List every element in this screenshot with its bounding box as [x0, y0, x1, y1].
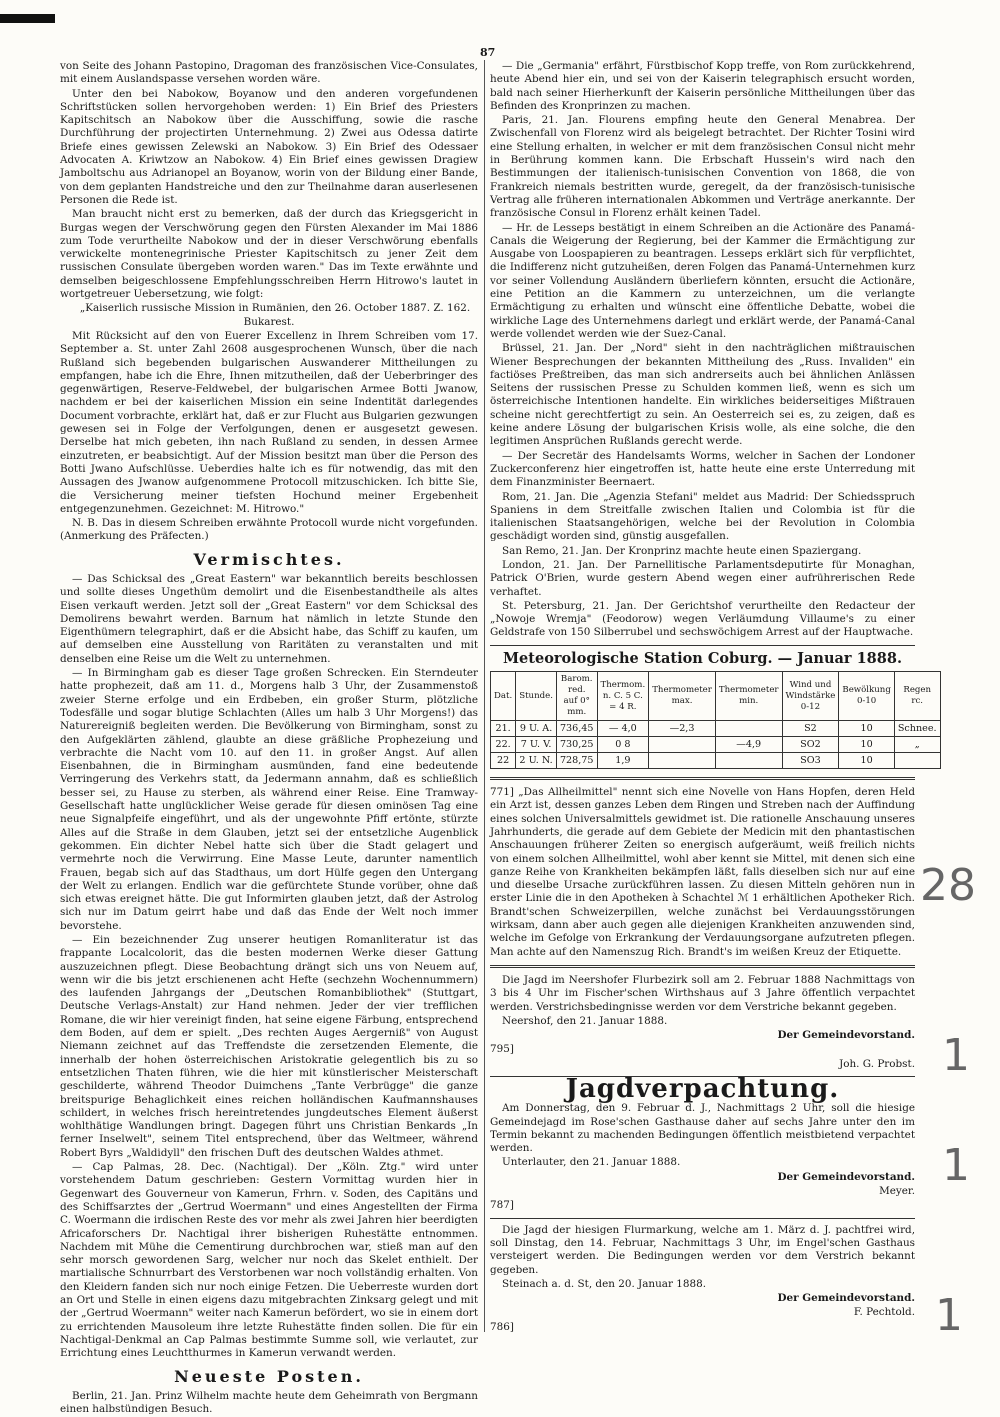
table-row [491, 753, 941, 769]
table-cell: 728,75 [556, 753, 597, 769]
table-cell [715, 753, 782, 769]
column-divider [484, 60, 485, 1332]
table-cell: SO2 [782, 737, 839, 753]
ad-signatory: Meyer. [879, 1185, 915, 1198]
table-cell: S2 [782, 721, 839, 737]
article-paragraph: Rom, 21. Jan. Die „Agenzia Stefani" meldet aus Madrid: Der Schiedsspruch Spaniens in dem Streitfalle zwischen Italien und Colombia ist für die italienischen Staatsangehörigen, welche bei der Revolution in Colombia geschädigt worden sind, günstig ausgefallen. [490, 490, 915, 543]
article-paragraph: Unter den bei Nabokow, Boyanow und den anderen vorgefundenen Schriftstücken sollen hervorgehoben werden: 1) Ein Brief des Priesters Kapitschitsch an Nabokow über die Ausschiffung, sowie die rasche Durchführung der projectirten Unternehmung. 2) Zwei aus Odessa datirte Briefe eines gewissen Zelewski an Nabokow. 3) Ein Brief des Odessaer Advocaten A. Kriwtzow an Nabokow. 4) Ein Brief eines gewissen Dragiew Jamboltschu aus Adrianopel an Boyanow, worin von der Bildung einer Bande, von dem geplanten Handstreiche und den zur Theilnahme daran auserlesenen Personen die Rede ist. [60, 87, 478, 206]
table-cell [894, 753, 940, 769]
table-cell: 1,9 [597, 753, 649, 769]
article-paragraph: — In Birmingham gab es dieser Tage großen Schrecken. Ein Sterndeuter hatte prophezeit, daß am 11. d., Morgens halb 3 Uhr, der Zusammenstoß zweier Sterne erfolge und ein Erdbeben, ein großer Sturm, plötzliche Todesfälle und sogar blutige Schlachten (Alles um halb 3 Uhr Morgens!) das Naturereigniß begleiten werden. Die Bevölkerung von Birmingham, sonst zu den Aufgeklärten zählend, glaubte an diese gräßliche Prophezeiung und verbrachte die Nacht vom 10. auf den 11. in großer Angst. Auf allen Eisenbahnen, die in Birmingham ausmünden, fand eine bedeutende Verringerung des Verkehrs statt, da Jedermann annahm, daß es schließlich besser sei, zu Hause zu sterben, als während einer Reise. Eine Tramway-Gesellschaft hatte unglücklicher Weise gerade für diesen ominösen Tag eine neue Signalpfeife eingeführt, und als der ungewohnte Pfiff ertönte, stürzte Alles auf die Straße in dem Glauben, jetzt sei der entsetzliche Augenblick gekommen. Ein dichter Nebel hatte sich über die Stadt gelagert und vermehrte noch die Verwirrung. Eine Masse Leute, darunter namentlich Frauen, begab sich auf das Stadthaus, um dort Hülfe gegen den Untergang der Welt zu erlangen. Endlich war die gefürchtete Stunde vorüber, ohne daß sich etwas ereignet hätte. Die gut Informirten glauben jetzt, daß der Astrolog sich nur im Datum geirrt habe und daß das Ende der Welt noch immer bevorstehe. [60, 667, 478, 932]
table-cell: 730,25 [556, 737, 597, 753]
advertisement-text: Am Donnerstag, den 9. Februar d. J., Nachmittags 2 Uhr, soll die hiesige Gemeindejagd im Rose'schen Gasthause daher auf sechs Jahre unter den im Termin bekannt zu machenden Bedingungen öffentlich meistbietend verpachtet werden. [490, 1102, 915, 1155]
col-header: Regen rc. [894, 672, 940, 721]
section-heading-vermischtes: Vermischtes. [193, 549, 345, 569]
ad-number: 786] [490, 1320, 514, 1333]
advertisement-text: Die Jagd im Neershofer Flurbezirk soll am 2. Februar 1888 Nachmittags von 3 bis 4 Uhr im Fischer'schen Wirthshaus auf 3 Jahre öffentlich verpachtet werden. Verstrichsbedingnisse werden vor dem Verstriche bekannt gegeben. [490, 973, 915, 1013]
table-row [491, 737, 941, 753]
article-paragraph: Paris, 21. Jan. Flourens empfing heute den General Menabrea. Der Zwischenfall von Florenz wird als beigelegt betrachtet. Der Richter Tosini wird eine Stellung erhalten, in welcher er mit dem französischen Consul nicht mehr in Berührung kommen kann. Die Erbschaft Hussein's wird nach den Bestimmungen der italienisch-tunisischen Convention von 1868, die von Frankreich niemals bestritten wurde, geregelt, da der französisch-tunisische Vertrag alle früheren internationalen Abkommen und Verträge anerkannte. Der französische Consul in Florenz erhält keinen Tadel. [490, 114, 915, 220]
article-paragraph: — Der Secretär des Handelsamts Worms, welcher in Sachen der Londoner Zuckerconferenz hier eingetroffen ist, hatte heute eine erste Unterredung mit dem Finanzminister Beernaert. [490, 449, 915, 489]
ad-signatory: F. Pechtold. [853, 1306, 915, 1319]
table-cell: 0 8 [597, 737, 649, 753]
weather-table [490, 671, 941, 769]
table-cell: — 4,0 [597, 721, 649, 737]
col-header: Thermometer min. [715, 672, 782, 721]
table-cell: 22. [491, 737, 516, 753]
divider [490, 777, 915, 780]
article-paragraph: N. B. Das in diesem Schreiben erwähnte Protocoll wurde nicht vorgefunden. (Anmerkung des Präfecten.) [60, 517, 478, 543]
weather-table-title: Meteorologische Station Coburg. — Januar 1888. [503, 649, 902, 667]
article-paragraph: von Seite des Johann Pastopino, Dragoman des französischen Vice-Consulates, mit einem Auslandspasse versehen worden wäre. [60, 60, 478, 86]
article-paragraph: San Remo, 21. Jan. Der Kronprinz machte heute einen Spaziergang. [502, 544, 862, 557]
article-paragraph: Man braucht nicht erst zu bemerken, daß der durch das Kriegsgericht in Burgas wegen der Verschwörung gegen den Fürsten Alexander im Mai 1886 zum Tode verurtheilte Nabokow und der in dieser Verschwörung ebenfalls verwickelte montenegrinische Priester Kapitschitsch zu jener Zeit dem russischen Consulate übergeben worden waren." Das im Texte erwähnte und demselben beigeschlossene Empfehlungsschreiben Herrn Hitrowo's lautet in wortgetreuer Uebersetzung, wie folgt: [60, 208, 478, 301]
col-header: Wind und Windstärke 0-12 [782, 672, 839, 721]
table-cell: 10 [839, 721, 894, 737]
weather-table-header-row [491, 672, 941, 721]
page-number: 87 [480, 46, 496, 59]
table-cell [649, 737, 716, 753]
article-paragraph: St. Petersburg, 21. Jan. Der Gerichtshof verurtheilte den Redacteur der „Nowoje Wremja" (Feodorow) wegen Verläumdung Villaume's zu einer Geldstrafe von 150 Silberrubel und sechswöchigem Arrest auf der Hauptwache. [490, 599, 915, 639]
table-cell: —4,9 [715, 737, 782, 753]
table-cell: 21. [491, 721, 516, 737]
right-column [490, 60, 937, 1335]
divider [490, 965, 915, 968]
table-cell: 736,45 [556, 721, 597, 737]
col-header: Barom. red. auf 0° mm. [556, 672, 597, 721]
ad-place-date: Steinach a. d. St, den 20. Januar 1888. [502, 1277, 707, 1290]
article-paragraph: — Hr. de Lesseps bestätigt in einem Schreiben an die Actionäre des Panamá-Canals die Weigerung der Regierung, bei der Kammer die Ermächtigung zur Ausgabe von Loospapieren zu beantragen. Lesseps erklärt sich für verpflichtet, die Indifferenz nicht gutzuheißen, deren Folgen das Panamá-Unternehmen kurz vor seiner Vollendung Ausländern überliefern könnten, ersucht die Actionäre, eine Petition an die Kammern zu unterzeichnen, um die verlangte Ermächtigung zu erhalten und wünscht eine öffentliche Debatte, wobei die wirkliche Lage des Unternehmens darlegt und erklärt werde, der Panamá-Canal werde vollendet werden wie der Suez-Canal. [490, 221, 915, 340]
table-cell: 9 U. A. [516, 721, 557, 737]
divider [490, 645, 915, 646]
section-heading-neueste-posten: Neueste Posten. [174, 1366, 364, 1386]
col-header: Bewölkung 0-10 [839, 672, 894, 721]
table-cell: 10 [839, 737, 894, 753]
left-column [60, 60, 478, 1417]
ad-signature: Der Gemeindevorstand. [777, 1029, 915, 1042]
col-header: Thermom. n. C. 5 C. = 4 R. [597, 672, 649, 721]
handwritten-annotation: 1 [942, 1030, 970, 1081]
ad-signatory: Joh. G. Probst. [839, 1057, 915, 1070]
article-paragraph: Berlin, 21. Jan. Prinz Wilhelm machte heute dem Geheimrath von Bergmann einen halbstündigen Besuch. [60, 1389, 478, 1416]
col-header: Stunde. [516, 672, 557, 721]
table-row [491, 721, 941, 737]
divider [490, 1218, 915, 1219]
table-cell: 10 [839, 753, 894, 769]
ad-place-date: Neershof, den 21. Januar 1888. [502, 1014, 668, 1027]
col-header: Thermometer max. [649, 672, 716, 721]
letter-heading: „Kaiserlich russische Mission in Rumänien, den 26. October 1887. Z. 162. Bukarest. [79, 302, 471, 328]
handwritten-annotation: 1 [935, 1290, 963, 1341]
scan-edge-bar [0, 14, 55, 23]
advertisement-text: 771] „Das Allheilmittel" nennt sich eine Novelle von Hans Hopfen, deren Held ein Arzt ist, dessen ganzes Leben dem Ringen und Streben nach der Auffindung eines solchen Universalmittels gewidmet ist. Die rationelle Anschauung unseres Jahrhunderts, die gerade auf dem Gebiete der Medicin mit den phantastischen Anschauungen früherer Zeiten so energisch aufgeräumt, weiß freilich nichts von einem solchen Allheilmittel, wohl aber kennt sie Mittel, mit denen sich eine ganze Reihe von Krankheiten bekämpfen läßt, falls dieselben sich nur auf eine und dieselbe Ursache zurückführen lassen. Zu diesen Mitteln gehören nun in erster Linie die in den Apotheken à Schachtel ℳ 1 erhältlichen Apotheker Rich. Brandt'schen Schweizerpillen, welche zunächst bei Verdauungsstörungen wirksam, dann aber auch gegen alle diejenigen Krankheiten anzuwenden sind, welche im Gefolge von Erkrankung der Verdauungsorgane aufzutreten pflegen. Man achte auf den Namenszug Rich. Brandt's im weißen Kreuz der Etiquette. [490, 786, 915, 958]
table-cell [649, 753, 716, 769]
handwritten-annotation: 1 [942, 1140, 970, 1191]
ad-place-date: Unterlauter, den 21. Januar 1888. [502, 1156, 681, 1169]
table-cell: —2,3 [649, 721, 716, 737]
article-paragraph: Mit Rücksicht auf den von Euerer Excellenz in Ihrem Schreiben vom 17. September a. St. unter Zahl 2608 ausgesprochenen Wunsch, über die nach Rußland sich begebenden bulgarischen Auswanderer Mittheilungen zu empfangen, habe ich die Ehre, Ihnen mitzutheilen, daß der Ueberbringer des gegenwärtigen, Reserve-Feldwebel, der bulgarischen Armee Botti Jwanow, nachdem er bei der kaiserlichen Mission ein seine Indentität darlegendes Document vorbrachte, erklärt hat, daß er zur Flucht aus Bulgarien gezwungen gewesen sei in Folge der Verfolgungen, denen er ausgesetzt gewesen. Derselbe hat mich gebeten, ihn nach Rußland zu senden, in dessen Armee einzutreten, er beabsichtigt. Auf der Mission besitzt man über die Person des Botti Jwano Aufschlüsse. Ueberdies halte ich es für notwendig, das mit den Aussagen des Jwanow aufgenommene Protocoll mitzuschicken. Ich bitte Sie, die Versicherung meiner tiefsten Hochund meiner Ergebenheit entgegenzunehmen. Gezeichnet: M. Hitrowo." [60, 329, 478, 515]
table-cell: 22 [491, 753, 516, 769]
ad-number: 787] [490, 1199, 514, 1212]
table-cell: SO3 [782, 753, 839, 769]
ad-headline: Jagdverpachtung. [565, 1074, 840, 1104]
col-header: Dat. [491, 672, 516, 721]
advertisement-text: Die Jagd der hiesigen Flurmarkung, welche am 1. März d. J. pachtfrei wird, soll Dinstag, den 14. Februar, Nachmittags 3 Uhr, im Engel'schen Gasthaus versteigert werden. Die Bedingungen werden vor dem Verstrich bekannt gegeben. [490, 1223, 915, 1276]
table-cell: 7 U. V. [516, 737, 557, 753]
table-cell: 2 U. N. [516, 753, 557, 769]
table-cell [715, 721, 782, 737]
article-paragraph: Brüssel, 21. Jan. Der „Nord" sieht in den nachträglichen mißtrauischen Wiener Besprechungen der bekannten Mittheilung des „Russ. Invaliden" ein factiöses Preßtreiben, das man sich andrerseits auch bei ähnlichen Anlässen Seitens der russischen Presse zu Schulden kommen ließ, wenn es sich um österreichische Intentionen handelte. Ein wirkliches beiderseitiges Mißtrauen scheine nicht gerechtfertigt zu sein. An Oesterreich sei es, zu zeigen, daß es keine andere Lösung der bulgarischen Krisis wolle, als eine solche, die den legitimen Ansprüchen Rußlands gerecht werde. [490, 342, 915, 448]
table-cell: „ [894, 737, 940, 753]
handwritten-annotation: 28 [920, 860, 976, 911]
ad-number: 795] [490, 1043, 514, 1056]
article-paragraph: — Die „Germania" erfährt, Fürstbischof Kopp treffe, von Rom zurückkehrend, heute Abend hier ein, und sei von der Kaiserin telegraphisch ersucht worden, bald nach seiner Hierherkunft der Kaiserin persönliche Mittheilungen über das Befinden des Kronprinzen zu machen. [490, 60, 915, 112]
ad-signature: Der Gemeindevorstand. [777, 1292, 915, 1305]
table-cell: Schnee. [894, 721, 940, 737]
ad-signature: Der Gemeindevorstand. [777, 1170, 915, 1183]
article-paragraph: — Cap Palmas, 28. Dec. (Nachtigal). Der „Köln. Ztg." wird unter vorstehendem Datum geschrieben: Gestern Vormittag wurden hier in Gegenwart des Gouverneur von Kamerun, Frhrn. v. Soden, des Capitäns und des Schiffsarztes der „Gertrud Woermann" und eines Angestellten der Firma C. Woermann die irdischen Reste des vor mehr als zwei Jahren hier beerdigten Africaforschers Dr. Nachtigal ihrer bisherigen Ruhestätte entnommen. Nachdem mit Mühe die Cementirung durchbrochen war, stieß man auf den sehr morsch gewordenen Sarg, welcher nur noch das Skelet enthielt. Der martialische Schnurrbart des Verstorbenen war noch vollständig erhalten. Von den Kleidern fanden sich nur noch einige Fetzen. Die Ueberreste wurden dort an Ort und Stelle in einen eigens dazu mitgebrachten Zinksarg gelegt und mit der „Gertrud Woermann" weiter nach Kamerun befördert, wo sie in einem dort zu errichtenden Mausoleum ihre letzte Ruhestätte finden sollen. Die für ein Nachtigal-Denkmal an Cap Palmas bestimmte Summe soll, wie verlautet, zur Errichtung eines Leuchtthurmes in Kamerun verwandt werden. [60, 1161, 478, 1360]
article-paragraph: — Ein bezeichnender Zug unserer heutigen Romanliteratur ist das frappante Localcolorit, das die besten modernen Werke dieser Gattung auszuzeichnen pflegt. Diese Beobachtung drängt sich uns von Neuem auf, wenn wir die bis jetzt erschienenen acht Hefte (sechzehn Wochennummern) des laufenden Jahrgangs der „Deutschen Romanbibliothek" (Stuttgart, Deutsche Verlags-Anstalt) zur Hand nehmen. Jeder der vier trefflichen Romane, die wir hier vereinigt finden, hat seine eigene Färbung, entsprechend dem Boden, auf dem er spielt. „Des rechten Auges Aergerniß" von August Niemann zeichnet auf das Treffendste die zersetzenden Elemente, die innerhalb der hohen österreichischen Aristokratie gelegentlich bis zu so entsetzlichen Thaten führen, wie die hier mit künstlerischer Meisterschaft geschilderte, während Theodor Duimchens „Tante Verbrügge" die ganze breitspurige Behaglichkeit eines reichen holländischen Kaufmannshauses schildert, in welches frisch hereintretendes jungdeutsches Element äußerst wohlthätige Wandlungen bringt. Dagegen führt uns Christian Benkards „In ferner Inselwelt", seinem Titel entsprechend, über das Weltmeer, während Robert Byrs „Waldidyll" den frischen Duft des deutschen Waldes athmet. [60, 934, 478, 1159]
article-paragraph: London, 21. Jan. Der Parnellitische Parlamentsdeputirte für Monaghan, Patrick O'Brien, wurde gestern Abend wegen einer aufrührerischen Rede verhaftet. [490, 558, 915, 598]
article-paragraph: — Das Schicksal des „Great Eastern" war bekanntlich bereits beschlossen und sollte dieses Ungethüm demolirt und die Eisenbestandtheile als altes Eisen verkauft werden. Jetzt soll der „Great Eastern" vor dem Schicksal des Demolirens bewahrt werden. Barnum hat nämlich in letzte Stunde den Eigenthümern telegraphirt, daß er die Absicht habe, das Schiff zu kaufen, um auf demselben eine Ausstellung von Raritäten zu veranstalten und mit denselben eine Reise um die Welt zu unternehmen. [60, 572, 478, 665]
